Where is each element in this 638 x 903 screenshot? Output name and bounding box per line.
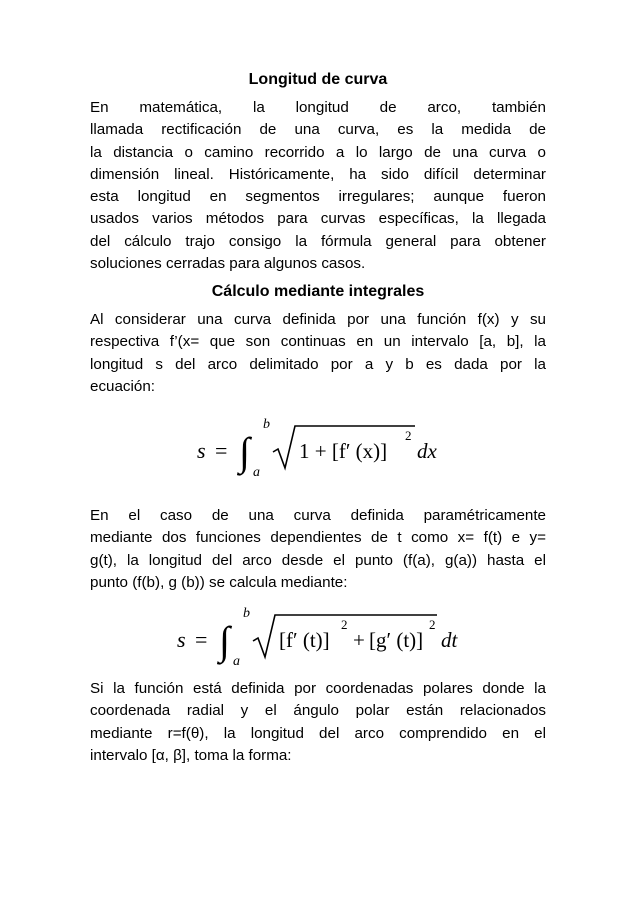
text-line: del cálculo trajo consigo la fórmula general para obtener: [90, 232, 546, 250]
paragraph-parametric: [90, 505, 546, 594]
text-line: coordenada radial y el ángulo polar están relacionados: [90, 702, 546, 720]
eq1-lhs: s: [197, 438, 206, 463]
section-title-longitud-de-curva: Longitud de curva: [248, 71, 388, 88]
eq2-lower-limit: a: [233, 654, 240, 669]
eq2-upper-limit: b: [243, 606, 250, 621]
eq2-term1: [f′ (t)]: [279, 628, 330, 652]
text-line: soluciones cerradas para algunos casos.: [90, 255, 366, 273]
paragraph-definition: [90, 97, 546, 275]
text-line: respectiva f’(x= que son continuas en un intervalo [a, b], la: [90, 333, 546, 351]
text-line: Al considerar una curva definida por una función f(x) y su: [90, 311, 546, 328]
eq1-differential: dx: [417, 439, 437, 463]
eq1-equals: =: [215, 438, 228, 463]
eq2-power1: 2: [341, 617, 348, 632]
eq1-integral-sign: ∫: [239, 429, 250, 474]
text-line: dimensión lineal. Históricamente, ha sido difícil determinar: [90, 165, 546, 183]
eq1-lower-limit: a: [253, 465, 260, 480]
eq2-differential: dt: [441, 628, 458, 652]
text-line: la distancia o camino recorrido a lo largo de una curva o: [90, 143, 546, 161]
text-line: usados varios métodos para curvas específicas, la llegada: [90, 210, 546, 228]
text-line: Si la función está definida por coordenadas polares donde la: [90, 680, 546, 697]
text-line: ecuación:: [90, 377, 156, 395]
text-line: mediante r=f(θ), la longitud del arco comprendido en el: [90, 724, 546, 742]
eq2-integral-sign: ∫: [219, 618, 230, 663]
text-line: esta longitud en segmentos irregulares; aunque fueron: [90, 188, 546, 206]
equation-arc-length-parametric: [0, 597, 638, 677]
eq2-plus: +: [353, 628, 365, 652]
eq2-power2: 2: [429, 617, 436, 632]
text-line: En matemática, la longitud de arco, también: [90, 99, 546, 116]
section-title-calculo-integrales: Cálculo mediante integrales: [211, 283, 425, 300]
text-line: intervalo [α, β], toma la forma:: [90, 746, 292, 764]
text-line: En el caso de una curva definida paramétricamente: [90, 507, 546, 524]
eq2-equals: =: [195, 627, 208, 652]
text-line: mediante dos funciones dependientes de t como x= f(t) e y=: [90, 529, 546, 547]
paragraph-integral-intro: [90, 309, 546, 398]
text-line: punto (f(b), g (b)) se calcula mediante:: [90, 573, 348, 591]
text-line: llamada rectificación de una curva, es la medida de: [90, 121, 546, 139]
eq2-term2: [g′ (t)]: [369, 628, 424, 652]
eq1-radicand: 1 + [f′ (x)]: [299, 439, 388, 463]
equation-arc-length-cartesian: [0, 408, 638, 488]
paragraph-polar: [90, 678, 546, 767]
text-line: longitud s del arco delimitado por a y b es dada por la: [90, 355, 546, 373]
text-line: g(t), la longitud del arco desde el punto (f(a), g(a)) hasta el: [90, 551, 546, 569]
eq1-upper-limit: b: [263, 417, 270, 432]
eq2-lhs: s: [177, 627, 186, 652]
eq1-power: 2: [405, 428, 412, 443]
